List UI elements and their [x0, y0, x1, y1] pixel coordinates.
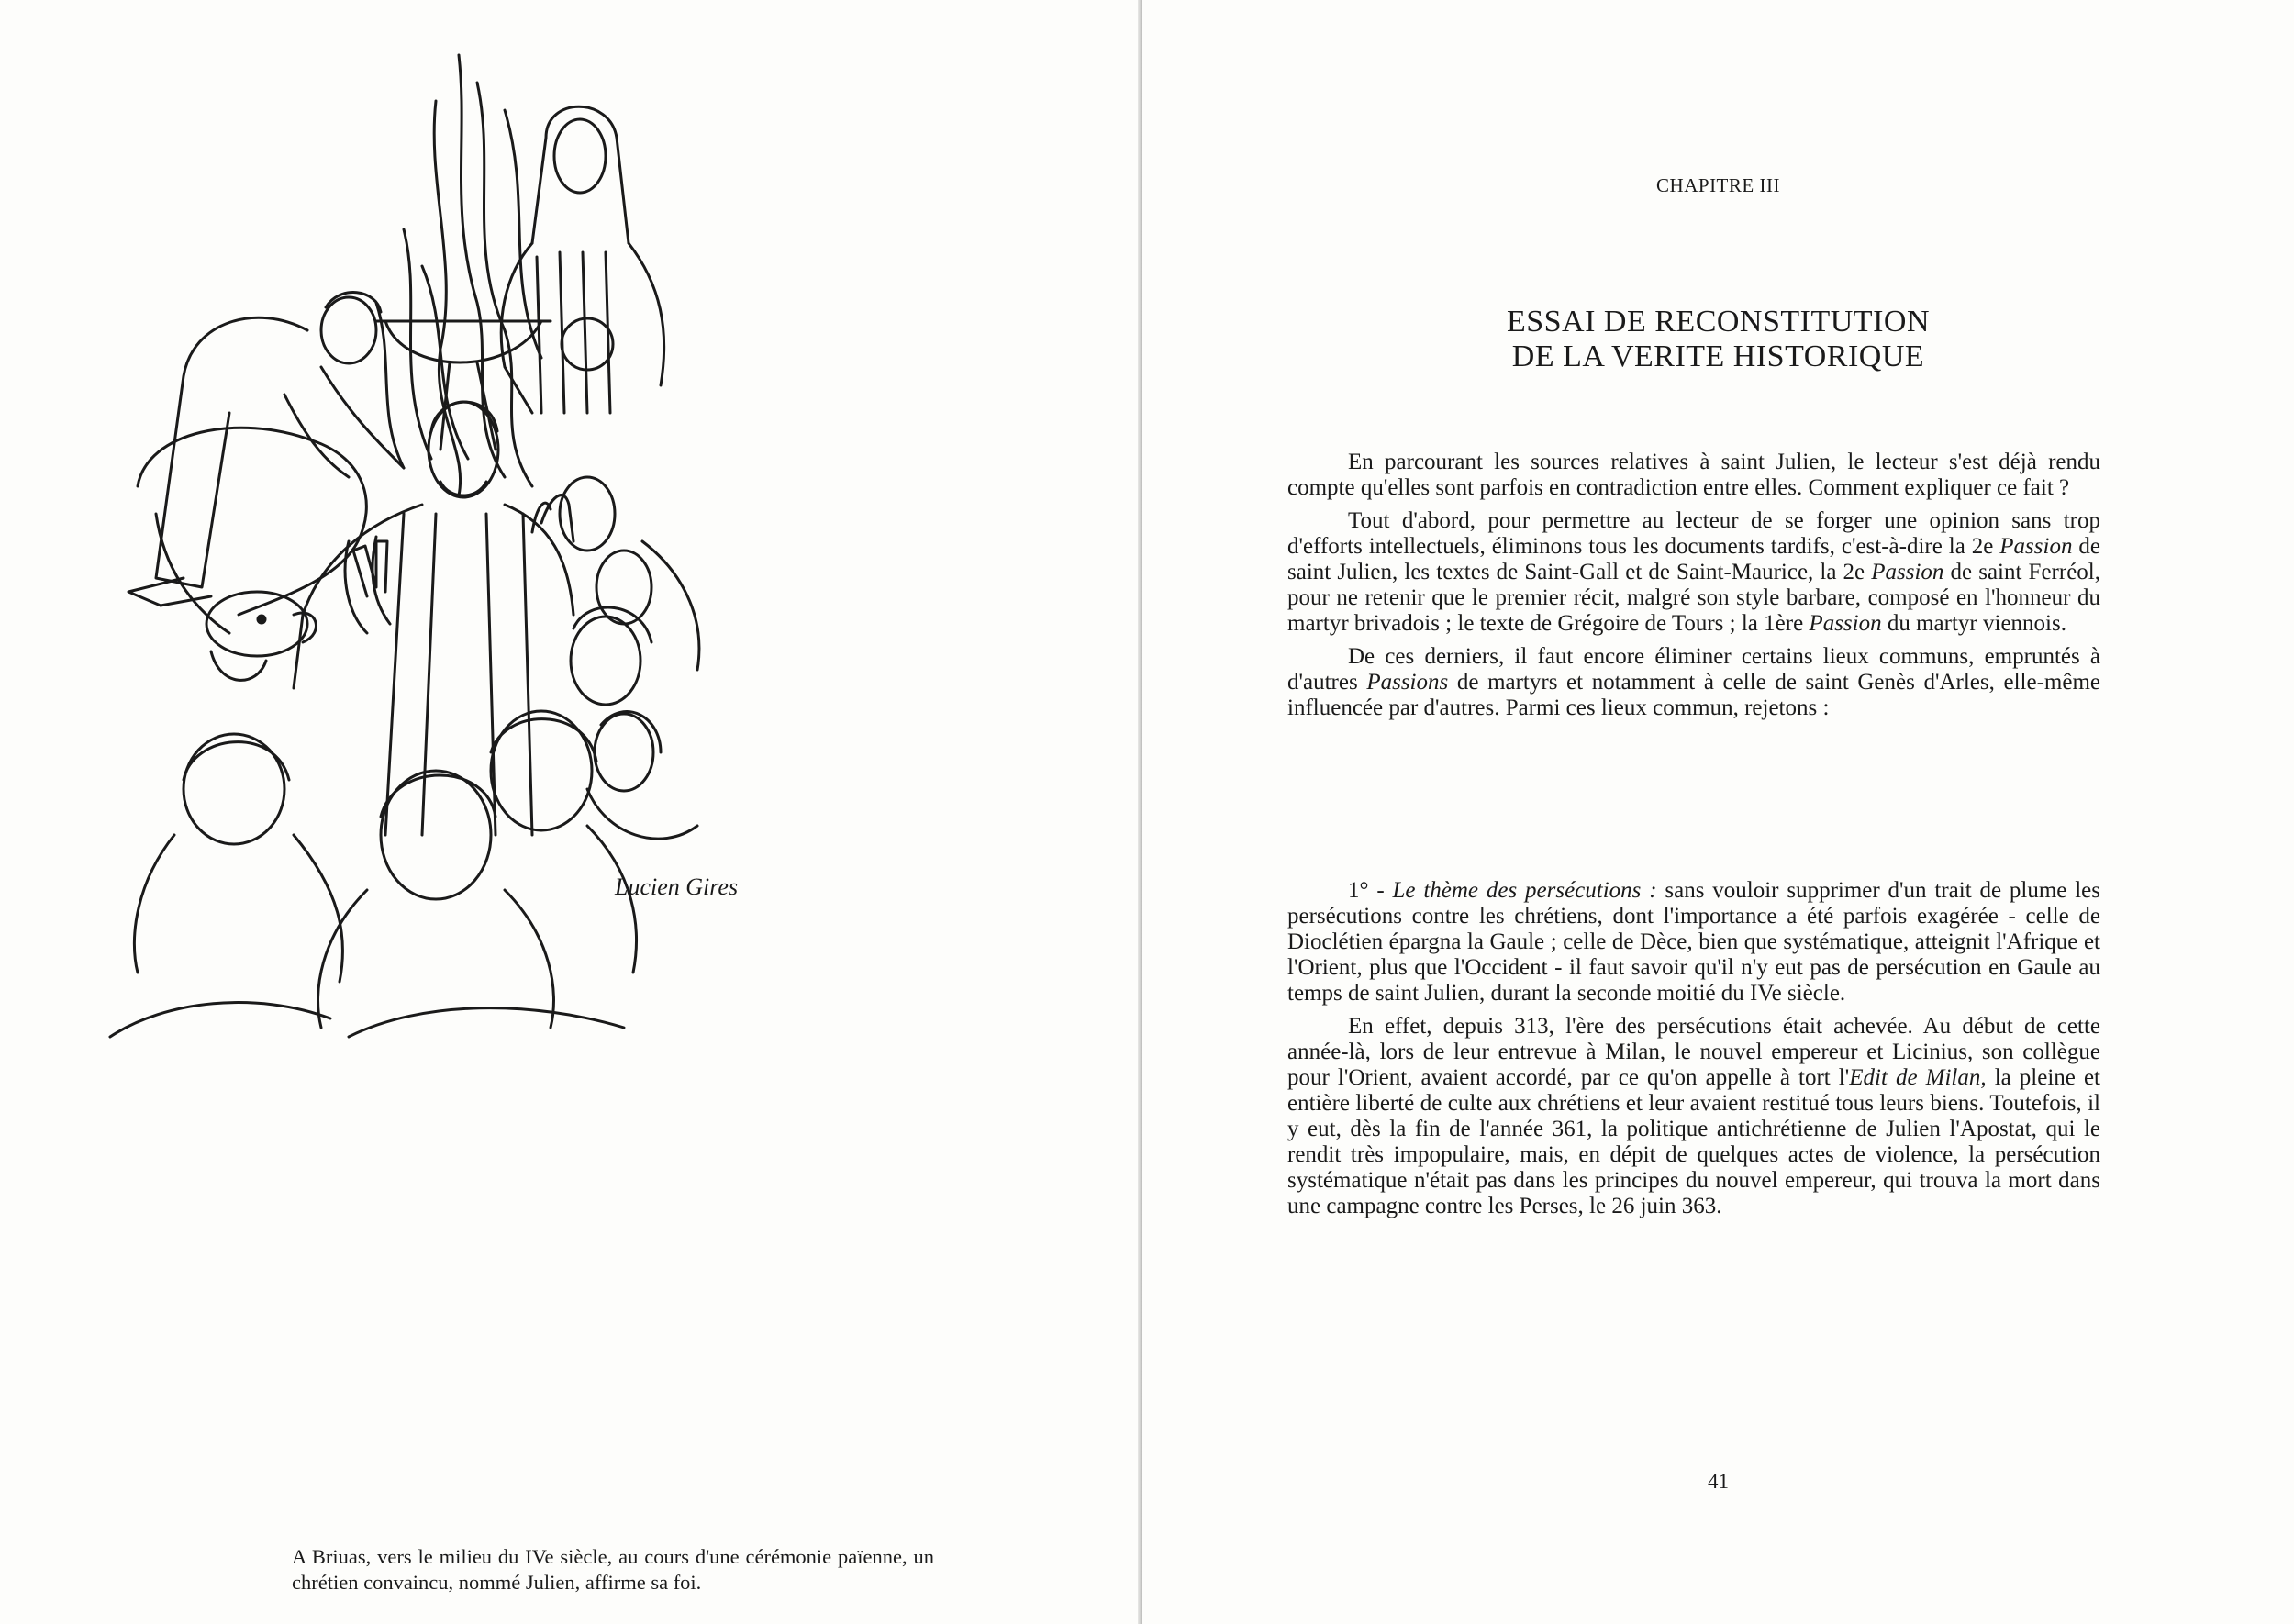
paragraph-2: Tout d'abord, pour permettre au lecteur de se forger une opinion sans trop d'efforts intellectuels, éliminons tous les documents tardifs, c'est-à-dire la 2e Passion de saint Julien, les textes de Saint-Gall et de Saint-Maurice, la 2e Passion de saint Ferréol, pour ne retenir que le premier récit, malgré son style barbare, composé en l'honneur du martyr brivadois ; le texte de Grégoire de Tours ; la 1ère Passion du martyr viennois. — [1287, 508, 2100, 636]
persecution-section — [1287, 878, 2100, 1227]
signature: Lucien Gires — [615, 873, 739, 900]
paragraph-5: En effet, depuis 313, l'ère des persécutions était achevée. Au début de cette année-là, lors de leur entrevue à Milan, le nouvel empereur et Licinius, son collègue pour l'Orient, avaient accordé, par ce qu'on appelle à tort l'Edit de Milan, la pleine et entière liberté de culte aux chrétiens et leur avaient restitué tous leurs biens. Toutefois, il y eut, dès la fin de l'année 361, la politique antichrétienne de Julien l'Apostat, qui le rendit très impopulaire, mais, en dépit de quelques actes de violence, la persécution systématique n'était pas dans les principes du nouvel empereur, qui trouva la mort dans une campagne contre les Perses, le 26 juin 363. — [1287, 1014, 2100, 1218]
paragraph-1: En parcourant les sources relatives à saint Julien, le lecteur s'est déjà rendu compte qu'elles sont parfois en contradiction entre elles. Comment expliquer ce fait ? — [1287, 450, 2100, 500]
illustration — [73, 28, 1064, 1459]
illustration-caption: A Briuas, vers le milieu du IVe siècle, au cours d'une cérémonie païenne, un chrétien convaincu, nommé Julien, affirme sa foi. — [292, 1545, 934, 1594]
bottom-crowd — [110, 711, 636, 1037]
crowd-figures — [560, 477, 699, 839]
chapter-title-line-1: ESSAI DE RECONSTITUTION — [1506, 305, 1931, 339]
left-page — [0, 0, 1142, 1624]
kneeling-man-figure — [128, 293, 404, 606]
smoke-flames — [376, 55, 541, 495]
brazier — [376, 321, 551, 450]
chapter-title-line-2: DE LA VERITE HISTORIQUE — [1511, 339, 1925, 373]
page-number: 41 — [1708, 1470, 1729, 1493]
chapter-heading: CHAPITRE III — [1656, 174, 1780, 196]
intro-section — [1287, 450, 2100, 729]
chapter-title — [1142, 305, 2294, 374]
paragraph-3: De ces derniers, il faut encore éliminer certains lieux communs, empruntés à d'autres Passions de martyrs et notamment à celle de saint Genès d'Arles, elle-même influencée par d'autres. Parmi ces lieux commun, rejetons : — [1287, 644, 2100, 720]
right-page — [1142, 0, 2294, 1624]
priest-figure — [501, 106, 663, 413]
paragraph-4: 1° - Le thème des persécutions : sans vouloir supprimer d'un trait de plume les persécutions contre les chrétiens, dont l'importance a été parfois exagérée - celle de Dioclétien épargna la Gaule ; celle de Dèce, bien que systématique, atteignit l'Afrique et l'Orient, plus que l'Occident - il faut savoir qu'il n'y eut pas de persécution en Gaule au temps de saint Julien, durant la seconde moitié du IVe siècle. — [1287, 878, 2100, 1006]
